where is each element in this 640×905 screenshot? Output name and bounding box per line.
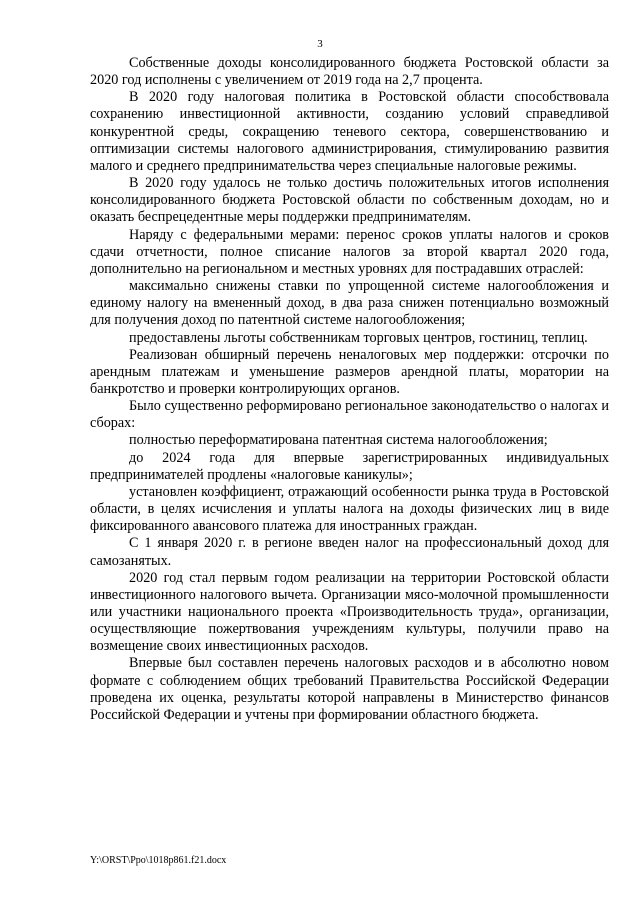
page-number: 3 (317, 38, 323, 50)
paragraph-patent-system: полностью переформатирована патентная система налогообложения; (129, 432, 548, 449)
paragraph-federal-measures: Наряду с федеральными мерами: перенос сроков уплаты налогов и сроков сдачи отчетности, полное списание налогов за второй квартал 2020 года, дополнительно на региональном и местных уровнях для пострадавших отраслей: (90, 226, 609, 277)
paragraph-tax-holidays: до 2024 года для впервые зарегистрированных индивидуальных предпринимателей продлены «налоговые каникулы»; (90, 449, 609, 483)
paragraph-own-revenues: Собственные доходы консолидированного бюджета Ростовской области за 2020 год исполнены с увеличением от 2019 года на 2,7 процента. (90, 55, 609, 89)
paragraph-reduced-rates: максимально снижены ставки по упрощенной системе налогообложения и единому налогу на вмененный доход, в два раза снижен потенциально возможный для получения доход по патентной системе налогообложения; (90, 278, 609, 329)
paragraph-investment-deduction: 2020 год стал первым годом реализации на территории Ростовской области инвестиционного налогового вычета. Организации мясо-молочной промышленности или участники национального проекта «Производительность труда», организации, осуществляющие пожертвования учреждениям культуры, получили право на возмещение своих инвестиционных расходов. (90, 569, 609, 655)
paragraph-tax-expenditures: Впервые был составлен перечень налоговых расходов и в абсолютно новом формате с соблюдением общих требований Правительства Российской Федерации проведена их оценка, результаты которой направлены в Министерство финансов Российской Федерации и учтены при формировании областного бюджета. (90, 655, 609, 723)
paragraph-legislation-reform: Было существенно реформировано региональное законодательство о налогах и сборах: (90, 398, 609, 432)
paragraph-self-employed-tax: С 1 января 2020 г. в регионе введен налог на профессиональный доход для самозанятых. (90, 535, 609, 569)
paragraph-labor-coefficient: установлен коэффициент, отражающий особенности рынка труда в Ростовской области, в целях исчисления и уплаты налога на доходы физических лиц в виде фиксированного авансового платежа для иностранных граждан. (90, 483, 609, 535)
paragraph-tax-policy: В 2020 году налоговая политика в Ростовской области способствовала сохранению инвестиционной активности, созданию условий справедливой конкурентной среды, сокращению теневого сектора, совершенствованию и оптимизации системы налогового администрирования, стимулированию развития малого и среднего предпринимательства через специальные налоговые режимы. (90, 89, 609, 174)
document-body (90, 55, 609, 724)
paragraph-support-measures: В 2020 году удалось не только достичь положительных итогов исполнения консолидированного бюджета Ростовской области по собственным доходам, но и оказать беспрецедентные меры поддержки предпринимателям. (90, 175, 609, 226)
paragraph-benefits: предоставлены льготы собственникам торговых центров, гостиниц, теплиц. (129, 329, 588, 346)
paragraph-non-tax-measures: Реализован обширный перечень неналоговых мер поддержки: отсрочки по арендным платежам и уменьшение размеров арендной платы, моратории на банкротство и проверки контролирующих органов. (90, 346, 609, 397)
footer-file-path: Y:\ORST\Ppo\1018p861.f21.docx (90, 855, 227, 866)
